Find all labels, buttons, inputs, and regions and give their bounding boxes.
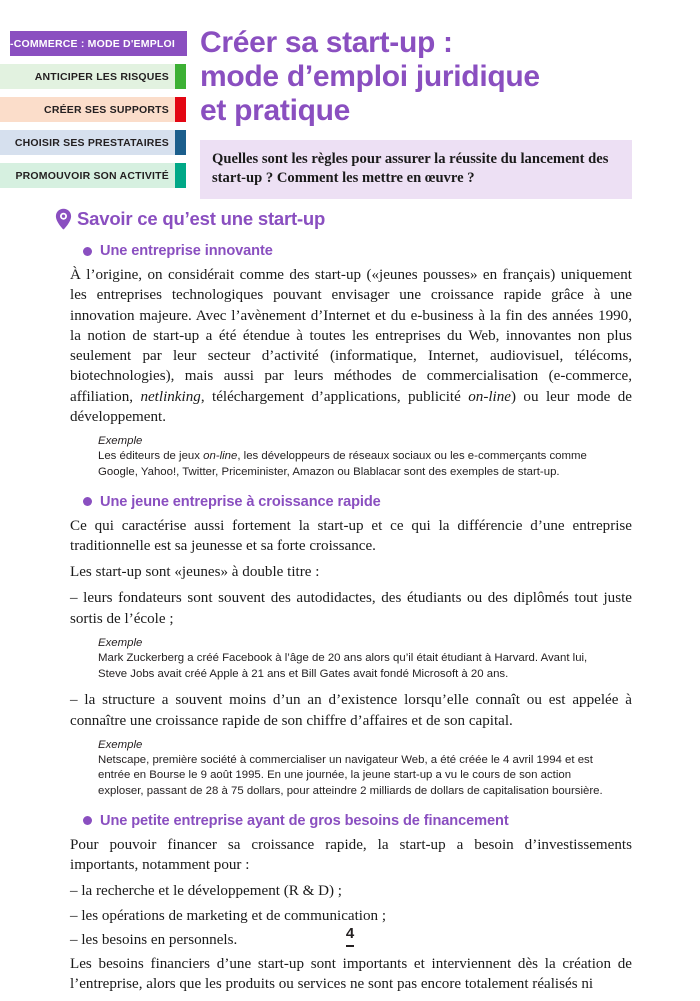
example-block-1	[98, 434, 618, 480]
tab-color-marker	[175, 97, 186, 122]
page-number: 4	[346, 926, 354, 947]
example-text-2: Mark Zuckerberg a créé Facebook à l’âge de 20 ans alors qu’il était étudiant à Harvard. Avant lui, Steve Jobs avait créé Apple à 21 ans et Bill Gates avait fondé Microsoft à 20 ans.	[98, 652, 588, 680]
page-title-line-2: mode d’emploi juridique	[200, 60, 540, 93]
main-content	[70, 208, 632, 1001]
paragraph-7: – la recherche et le développement (R & D) ;	[70, 883, 342, 900]
paragraph-2: Ce qui caractérise aussi fortement la start-up et ce qui la différencie d’une entreprise traditionnelle est sa jeunesse et sa forte croissance.	[70, 517, 632, 554]
page-header	[200, 26, 632, 199]
subsection-heading-1	[83, 243, 632, 259]
paragraph-1-italic-2: on-line	[468, 388, 511, 405]
example-1-part-2: , les développeurs de réseaux sociaux ou les e-commerçants comme Google, Yahoo!, Twitter, Priceminister, Amazon ou Blablacar sont des exemples de start-up.	[98, 450, 587, 478]
paragraph-1-part-3: ) ou leur mode de développement.	[70, 388, 633, 426]
page-footer	[0, 925, 700, 947]
sidebar-tab-choisir-ses-prestataires[interactable]	[0, 130, 187, 155]
section-heading-label: Savoir ce qu’est une start-up	[77, 208, 326, 229]
paragraph-4: – leurs fondateurs sont souvent des autodidactes, des étudiants ou des diplômés tout juste sortis de l’école ;	[70, 590, 632, 627]
sidebar-tab-anticiper-les-risques[interactable]	[0, 64, 187, 89]
sidebar-tab-label: ANTICIPER LES RISQUES	[34, 70, 169, 83]
example-label: Exemple	[98, 637, 143, 650]
sidebar-tab-label: CRÉER SES SUPPORTS	[44, 103, 169, 116]
section-tab-strip	[0, 31, 187, 196]
example-text-3: Netscape, première société à commercialiser un navigateur Web, a été créée le 4 avril 1994 et est entrée en Bourse le 9 août 1995. En une journée, la jeune start-up a vu le cours de son action exploser, passant de 28 à 75 dollars, pour atteindre 2 milliards de dollars de capitalisation boursière.	[98, 753, 603, 798]
paragraph-1-italic: netlinking	[140, 388, 201, 405]
subsection-heading-label: Une jeune entreprise à croissance rapide	[100, 493, 381, 510]
example-block-3	[98, 738, 618, 800]
subtitle-text: Quelles sont les règles pour assurer la réussite du lancement des start-up ? Comment les mettre en œuvre ?	[212, 151, 609, 186]
tab-color-marker	[175, 64, 186, 89]
example-text-1	[98, 449, 618, 480]
sidebar-tab-label: CHOISIR SES PRESTATAIRES	[14, 136, 169, 149]
section-heading	[55, 208, 632, 230]
paragraph-1-part-1: À l’origine, on considérait comme des start-up («jeunes pousses» en français) uniquement les entreprises technologiques pouvant envisager une croissance rapide grâce à une innovation majeure. Avec l’avènement d’Internet et du e-business à la fin des années 1990, la notion de start-up a été étendue à toutes les entreprises du Web, innovantes non plus seulement par leur secteur d’activité (informatique, Internet, audiovisuel, télécoms, biotechnologies), mais aussi par leurs méthodes de commercialisation (e-commerce, affiliation,	[70, 267, 632, 405]
paragraph-1-part-2: , téléchargement d’applications, publicité	[200, 388, 469, 405]
paragraph-3: Les start-up sont «jeunes» à double titre :	[70, 564, 320, 581]
subsection-heading-label: Une petite entreprise ayant de gros besoins de financement	[100, 812, 509, 829]
sidebar-tab-label: E-COMMERCE : MODE D'EMPLOI	[2, 37, 175, 50]
example-1-part-1: Les éditeurs de jeux	[98, 450, 204, 463]
paragraph-9: – les besoins en personnels.	[70, 931, 238, 948]
paragraph-5: – la structure a souvent moins d’un an d’existence lorsqu’elle connaît ou est appelée à connaître une croissance rapide de son chiffre d’affaires et de son capital.	[70, 692, 632, 729]
bullet-dot-icon	[83, 816, 92, 825]
subsection-heading-3	[83, 813, 632, 829]
paragraph-6: Pour pouvoir financer sa croissance rapide, la start-up a besoin d’investissements importants, notamment pour :	[70, 836, 632, 873]
example-label: Exemple	[98, 738, 143, 751]
subsection-heading-label: Une entreprise innovante	[100, 243, 273, 259]
tab-color-marker	[175, 163, 186, 188]
page-title	[200, 26, 632, 128]
subtitle-box	[200, 140, 632, 199]
bullet-dot-icon	[83, 497, 92, 506]
example-label: Exemple	[98, 435, 143, 448]
paragraph-10: Les besoins financiers d’une start-up sont importants et interviennent dès la création de l’entreprise, alors que les produits ou services ne sont pas encore totalement réalisés ni	[70, 956, 632, 993]
sidebar-tab-creer-ses-supports[interactable]	[0, 97, 187, 122]
paragraph-8: – les opérations de marketing et de communication ;	[70, 907, 387, 924]
subsection-heading-2	[83, 494, 632, 510]
paragraph-1	[70, 265, 632, 427]
sidebar-tab-promouvoir-son-activite[interactable]	[0, 163, 187, 188]
map-pin-icon	[55, 208, 72, 230]
page-title-line-1: Créer sa start-up :	[200, 26, 453, 59]
page-title-line-3: et pratique	[200, 94, 351, 127]
tab-color-marker	[175, 130, 186, 155]
example-1-italic: on-line	[203, 450, 238, 463]
sidebar-tab-e-commerce[interactable]	[0, 31, 187, 56]
example-block-2	[98, 636, 618, 682]
sidebar-tab-label: PROMOUVOIR SON ACTIVITÉ	[15, 169, 169, 182]
bullet-dot-icon	[83, 247, 92, 256]
